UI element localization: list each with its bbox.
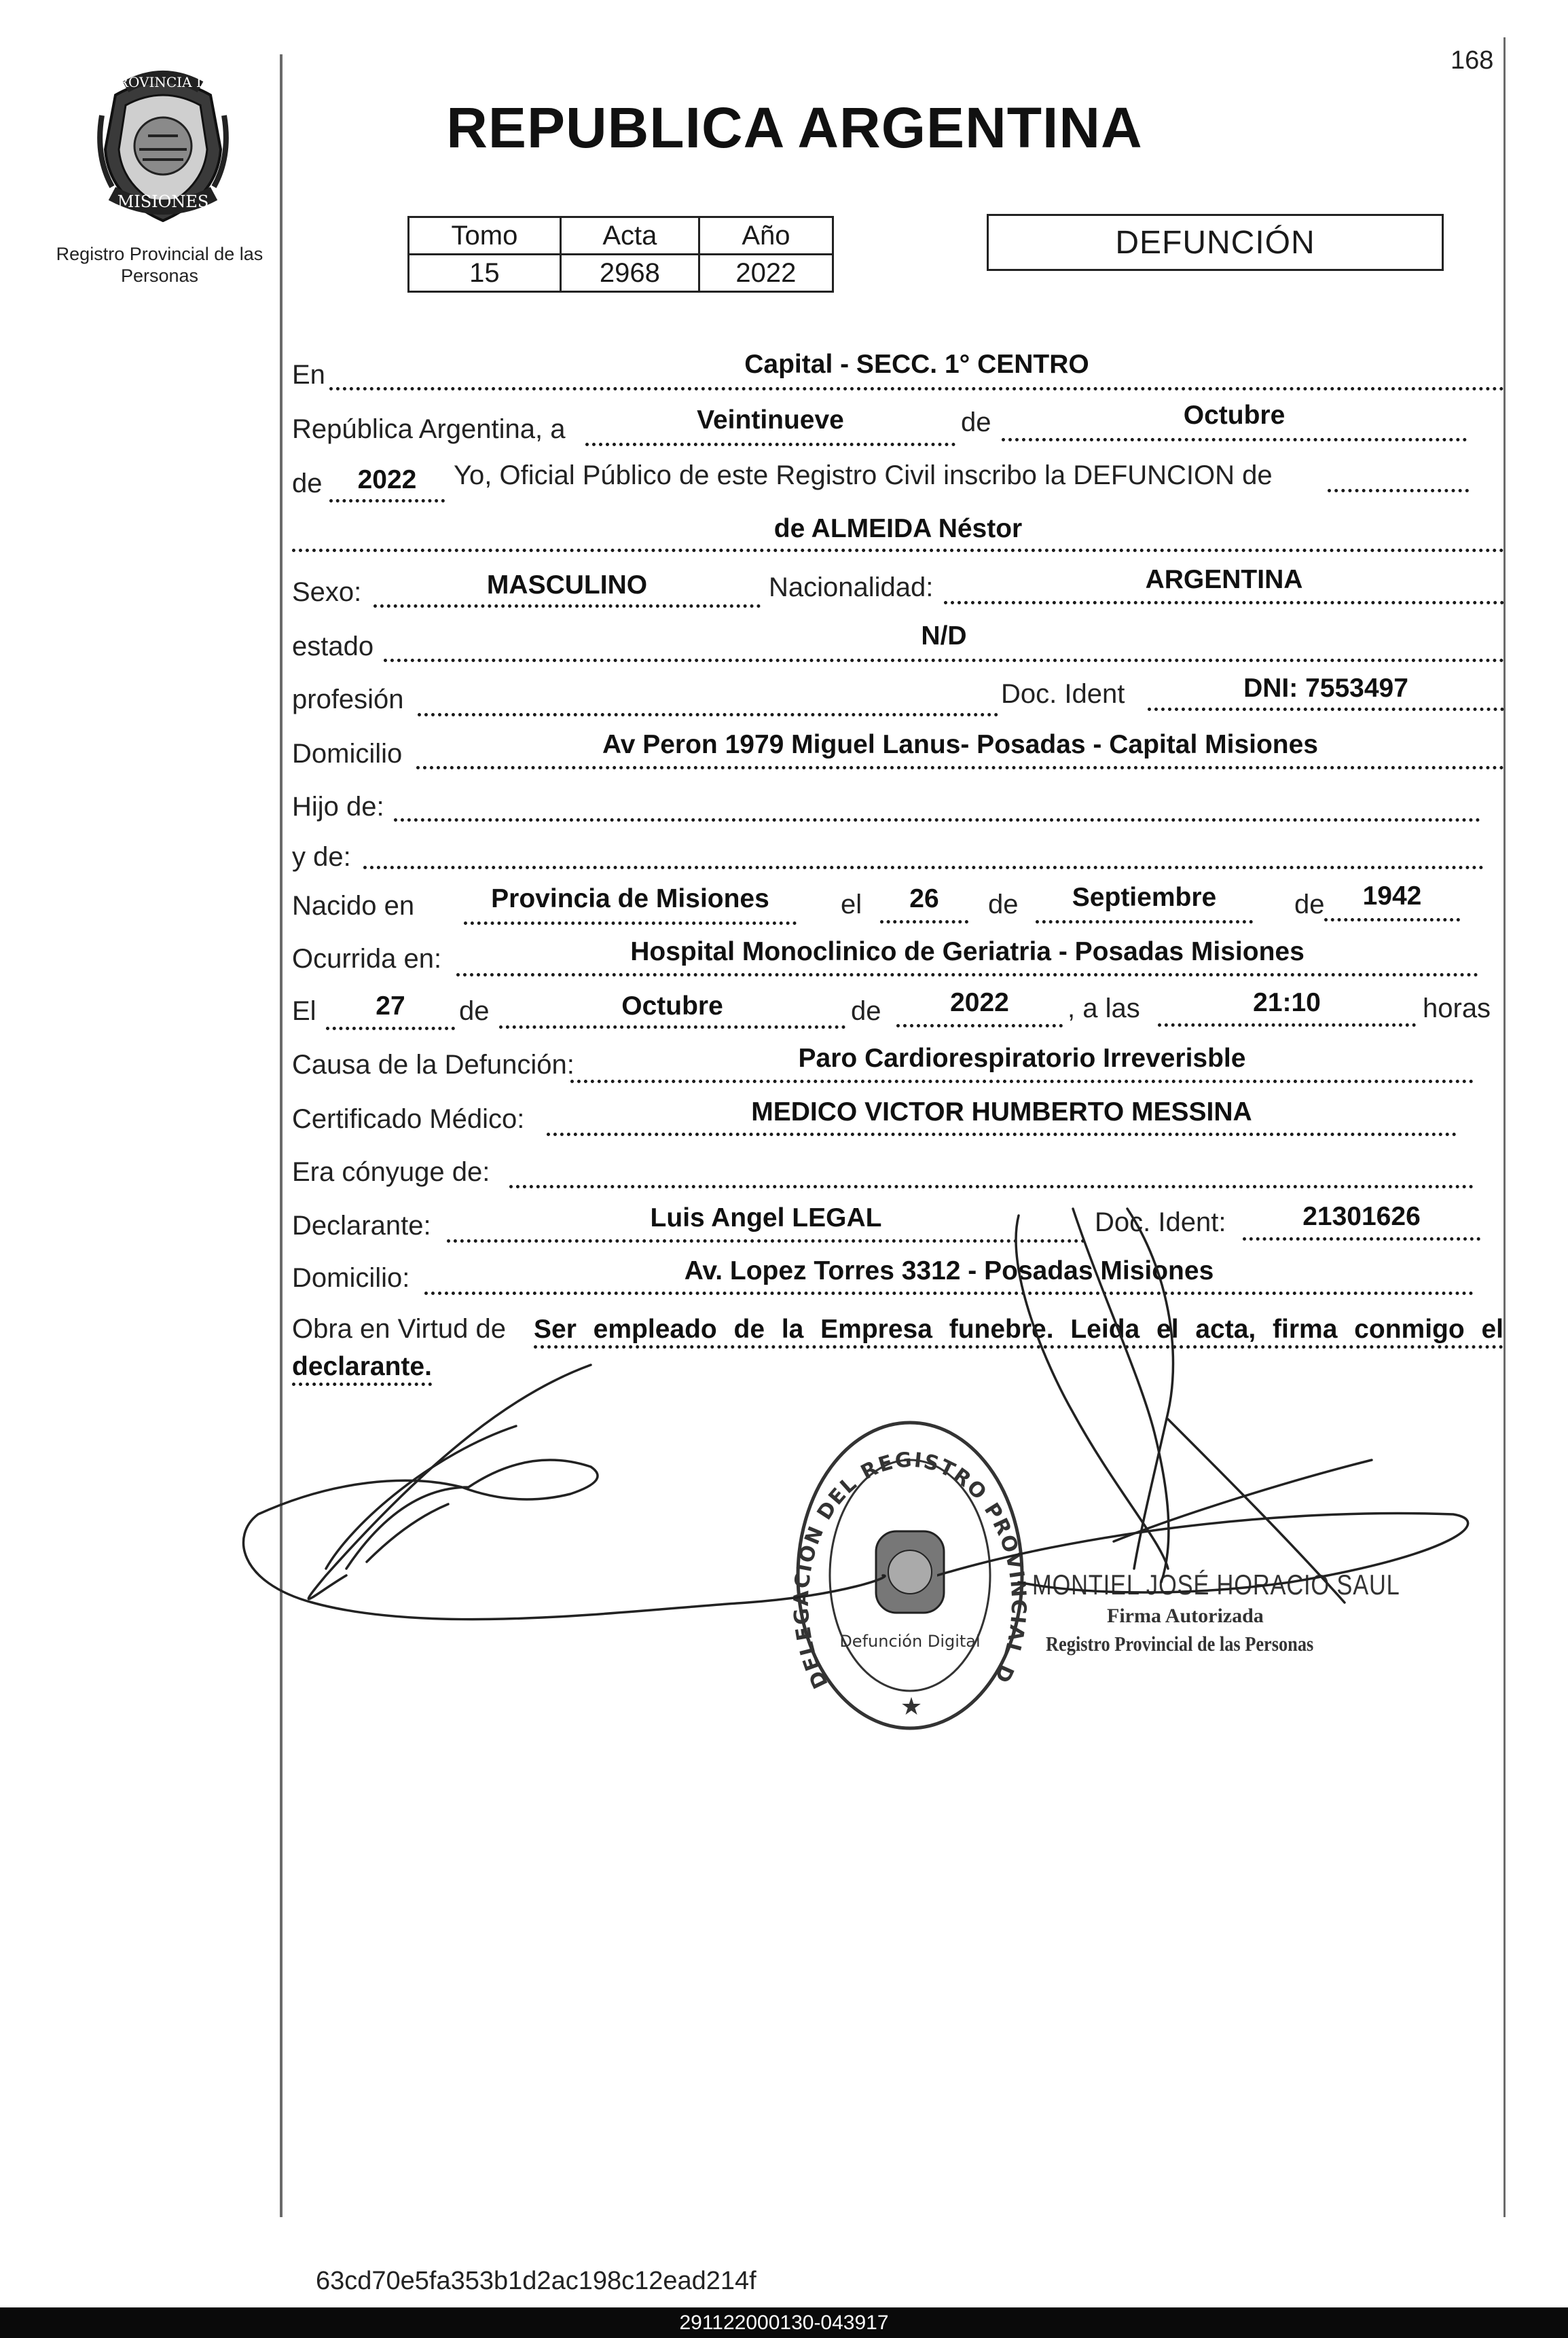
value-day: Veintinueve bbox=[697, 405, 844, 435]
value-domicilio-declarante: Av. Lopez Torres 3312 - Posadas Misiones bbox=[684, 1256, 1214, 1285]
dots-doc-ident bbox=[1148, 708, 1504, 711]
label-birth-el: el bbox=[841, 890, 862, 919]
official-title: Firma Autorizada bbox=[1107, 1605, 1264, 1627]
value-certificado: MEDICO VICTOR HUMBERTO MESSINA bbox=[751, 1097, 1252, 1127]
dots-certificado bbox=[547, 1133, 1457, 1136]
label-obra-en-virtud: Obra en Virtud de bbox=[292, 1314, 507, 1344]
label-nacido-en: Nacido en bbox=[292, 891, 415, 921]
dots-death-time bbox=[1158, 1023, 1416, 1027]
left-margin-line bbox=[280, 54, 282, 2217]
label-domicilio: Domicilio bbox=[292, 739, 403, 769]
label-hijo-de: Hijo de: bbox=[292, 792, 384, 822]
value-declarante-doc: 21301626 bbox=[1302, 1202, 1421, 1231]
value-death-time: 21:10 bbox=[1253, 988, 1321, 1017]
dots-ocurrida-en bbox=[456, 973, 1478, 976]
document-hash: 63cd70e5fa353b1d2ac198c12ead214f bbox=[316, 2267, 756, 2295]
official-institution: Registro Provincial de las Personas bbox=[1046, 1632, 1314, 1656]
table-header-anio: Año bbox=[699, 217, 833, 255]
dots-domicilio bbox=[416, 766, 1504, 769]
table-value-anio: 2022 bbox=[699, 255, 833, 292]
dots-estado bbox=[384, 659, 1504, 662]
dots-birth-place bbox=[464, 921, 797, 925]
label-conyuge: Era cónyuge de: bbox=[292, 1157, 490, 1187]
label-birth-de1: de bbox=[988, 890, 1019, 919]
value-birth-month: Septiembre bbox=[1072, 883, 1217, 912]
label-certificado: Certificado Médico: bbox=[292, 1104, 525, 1134]
star-icon: ★ bbox=[900, 1692, 923, 1720]
label-de-year: de bbox=[292, 469, 323, 498]
value-birth-year: 1942 bbox=[1362, 881, 1422, 911]
label-republica: República Argentina, a bbox=[292, 414, 566, 444]
dots-death-year bbox=[896, 1024, 1063, 1027]
dots-nacionalidad bbox=[944, 601, 1504, 604]
table-header-tomo: Tomo bbox=[409, 217, 561, 255]
value-death-month: Octubre bbox=[621, 991, 723, 1021]
value-birth-day: 26 bbox=[909, 884, 939, 913]
dots-y-de bbox=[363, 866, 1484, 869]
label-a-las: , a las bbox=[1068, 993, 1140, 1023]
value-en: Capital - SECC. 1° CENTRO bbox=[744, 350, 1089, 379]
value-month: Octubre bbox=[1183, 401, 1286, 430]
label-nacionalidad: Nacionalidad: bbox=[769, 572, 934, 602]
value-nombre: de ALMEIDA Néstor bbox=[773, 514, 1023, 543]
label-declarante-doc: Doc. Ident: bbox=[1095, 1207, 1226, 1237]
label-death-de1: de bbox=[459, 996, 490, 1026]
value-estado: N/D bbox=[921, 621, 967, 651]
dots-en bbox=[329, 387, 1504, 390]
dots-day bbox=[585, 443, 955, 446]
value-birth-place: Provincia de Misiones bbox=[491, 884, 769, 913]
label-y-de: y de: bbox=[292, 842, 351, 872]
dots-death-month bbox=[499, 1025, 845, 1029]
value-doc-ident: DNI: 7553497 bbox=[1243, 674, 1408, 703]
footer-code: 291122000130-043917 bbox=[679, 2311, 889, 2334]
province-logo bbox=[88, 68, 238, 224]
dots-birth-day bbox=[880, 920, 968, 924]
page-number: 168 bbox=[1451, 46, 1494, 75]
label-de-month: de bbox=[961, 407, 991, 437]
label-declarante: Declarante: bbox=[292, 1211, 431, 1241]
dots-birth-month bbox=[1036, 920, 1253, 924]
label-profesion: profesión bbox=[292, 684, 404, 714]
registry-name: Registro Provincial de las Personas bbox=[56, 244, 263, 286]
label-death-de2: de bbox=[851, 996, 881, 1026]
value-year: 2022 bbox=[357, 465, 417, 494]
label-sexo: Sexo: bbox=[292, 577, 362, 607]
dots-month bbox=[1002, 438, 1467, 441]
table-value-tomo: 15 bbox=[409, 255, 561, 292]
label-ocurrida-en: Ocurrida en: bbox=[292, 944, 442, 974]
dots-year bbox=[329, 499, 445, 503]
label-horas: horas bbox=[1423, 993, 1491, 1023]
value-death-year: 2022 bbox=[950, 988, 1009, 1017]
table-value-acta: 2968 bbox=[560, 255, 699, 292]
value-obra-line1: Ser empleado de la Empresa funebre. Leida el acta, firma conmigo el bbox=[534, 1314, 1503, 1349]
label-doc-ident: Doc. Ident bbox=[1001, 679, 1125, 709]
value-obra-line2: declarante. bbox=[292, 1351, 432, 1386]
label-death-el: El bbox=[292, 996, 316, 1026]
dots-causa bbox=[570, 1080, 1474, 1083]
official-signature bbox=[937, 1188, 1480, 1637]
dots-profesion bbox=[418, 713, 998, 716]
value-ocurrida-en: Hospital Monoclinico de Geriatria - Posadas Misiones bbox=[630, 937, 1305, 966]
stamp-inner-text: Defunción Digital bbox=[839, 1632, 981, 1651]
dots-death-day bbox=[326, 1027, 455, 1030]
inscription-text: Yo, Oficial Público de este Registro Civil inscribo la DEFUNCION de bbox=[454, 460, 1273, 490]
value-sexo: MASCULINO bbox=[486, 570, 648, 600]
value-domicilio: Av Peron 1979 Miguel Lanus- Posadas - Capital Misiones bbox=[602, 730, 1318, 759]
label-en: En bbox=[292, 360, 325, 390]
value-nacionalidad: ARGENTINA bbox=[1145, 565, 1303, 594]
dots-sexo bbox=[373, 604, 761, 608]
label-causa: Causa de la Defunción: bbox=[292, 1050, 575, 1080]
register-table bbox=[407, 216, 834, 293]
label-birth-de2: de bbox=[1294, 890, 1325, 919]
dots-inscription-end bbox=[1328, 489, 1469, 492]
value-death-day: 27 bbox=[376, 991, 405, 1021]
dots-birth-year bbox=[1324, 918, 1460, 921]
stamp-ring-text: DELEGACION DEL REGISTRO PROVINCIAL D bbox=[789, 1448, 1031, 1692]
logo-top-text: PROVINCIA DE bbox=[109, 74, 217, 90]
logo-bottom-text: MISIONES bbox=[117, 192, 209, 211]
dots-nombre bbox=[292, 549, 1504, 552]
dots-hijo-de bbox=[394, 818, 1480, 822]
official-name: MONTIEL JOSÉ HORACIO SAUL bbox=[1032, 1569, 1400, 1601]
value-causa: Paro Cardiorespiratorio Irreverisble bbox=[798, 1044, 1246, 1073]
declarant-signature bbox=[231, 1351, 910, 1637]
doc-type-box bbox=[987, 214, 1444, 271]
table-header-acta: Acta bbox=[560, 217, 699, 255]
footer-bar bbox=[0, 2307, 1568, 2338]
page-title: REPUBLICA ARGENTINA bbox=[446, 96, 1143, 160]
value-declarante: Luis Angel LEGAL bbox=[650, 1203, 882, 1232]
label-domicilio-declarante: Domicilio: bbox=[292, 1263, 410, 1293]
doc-type: DEFUNCIÓN bbox=[1115, 224, 1315, 261]
label-estado: estado bbox=[292, 632, 374, 661]
